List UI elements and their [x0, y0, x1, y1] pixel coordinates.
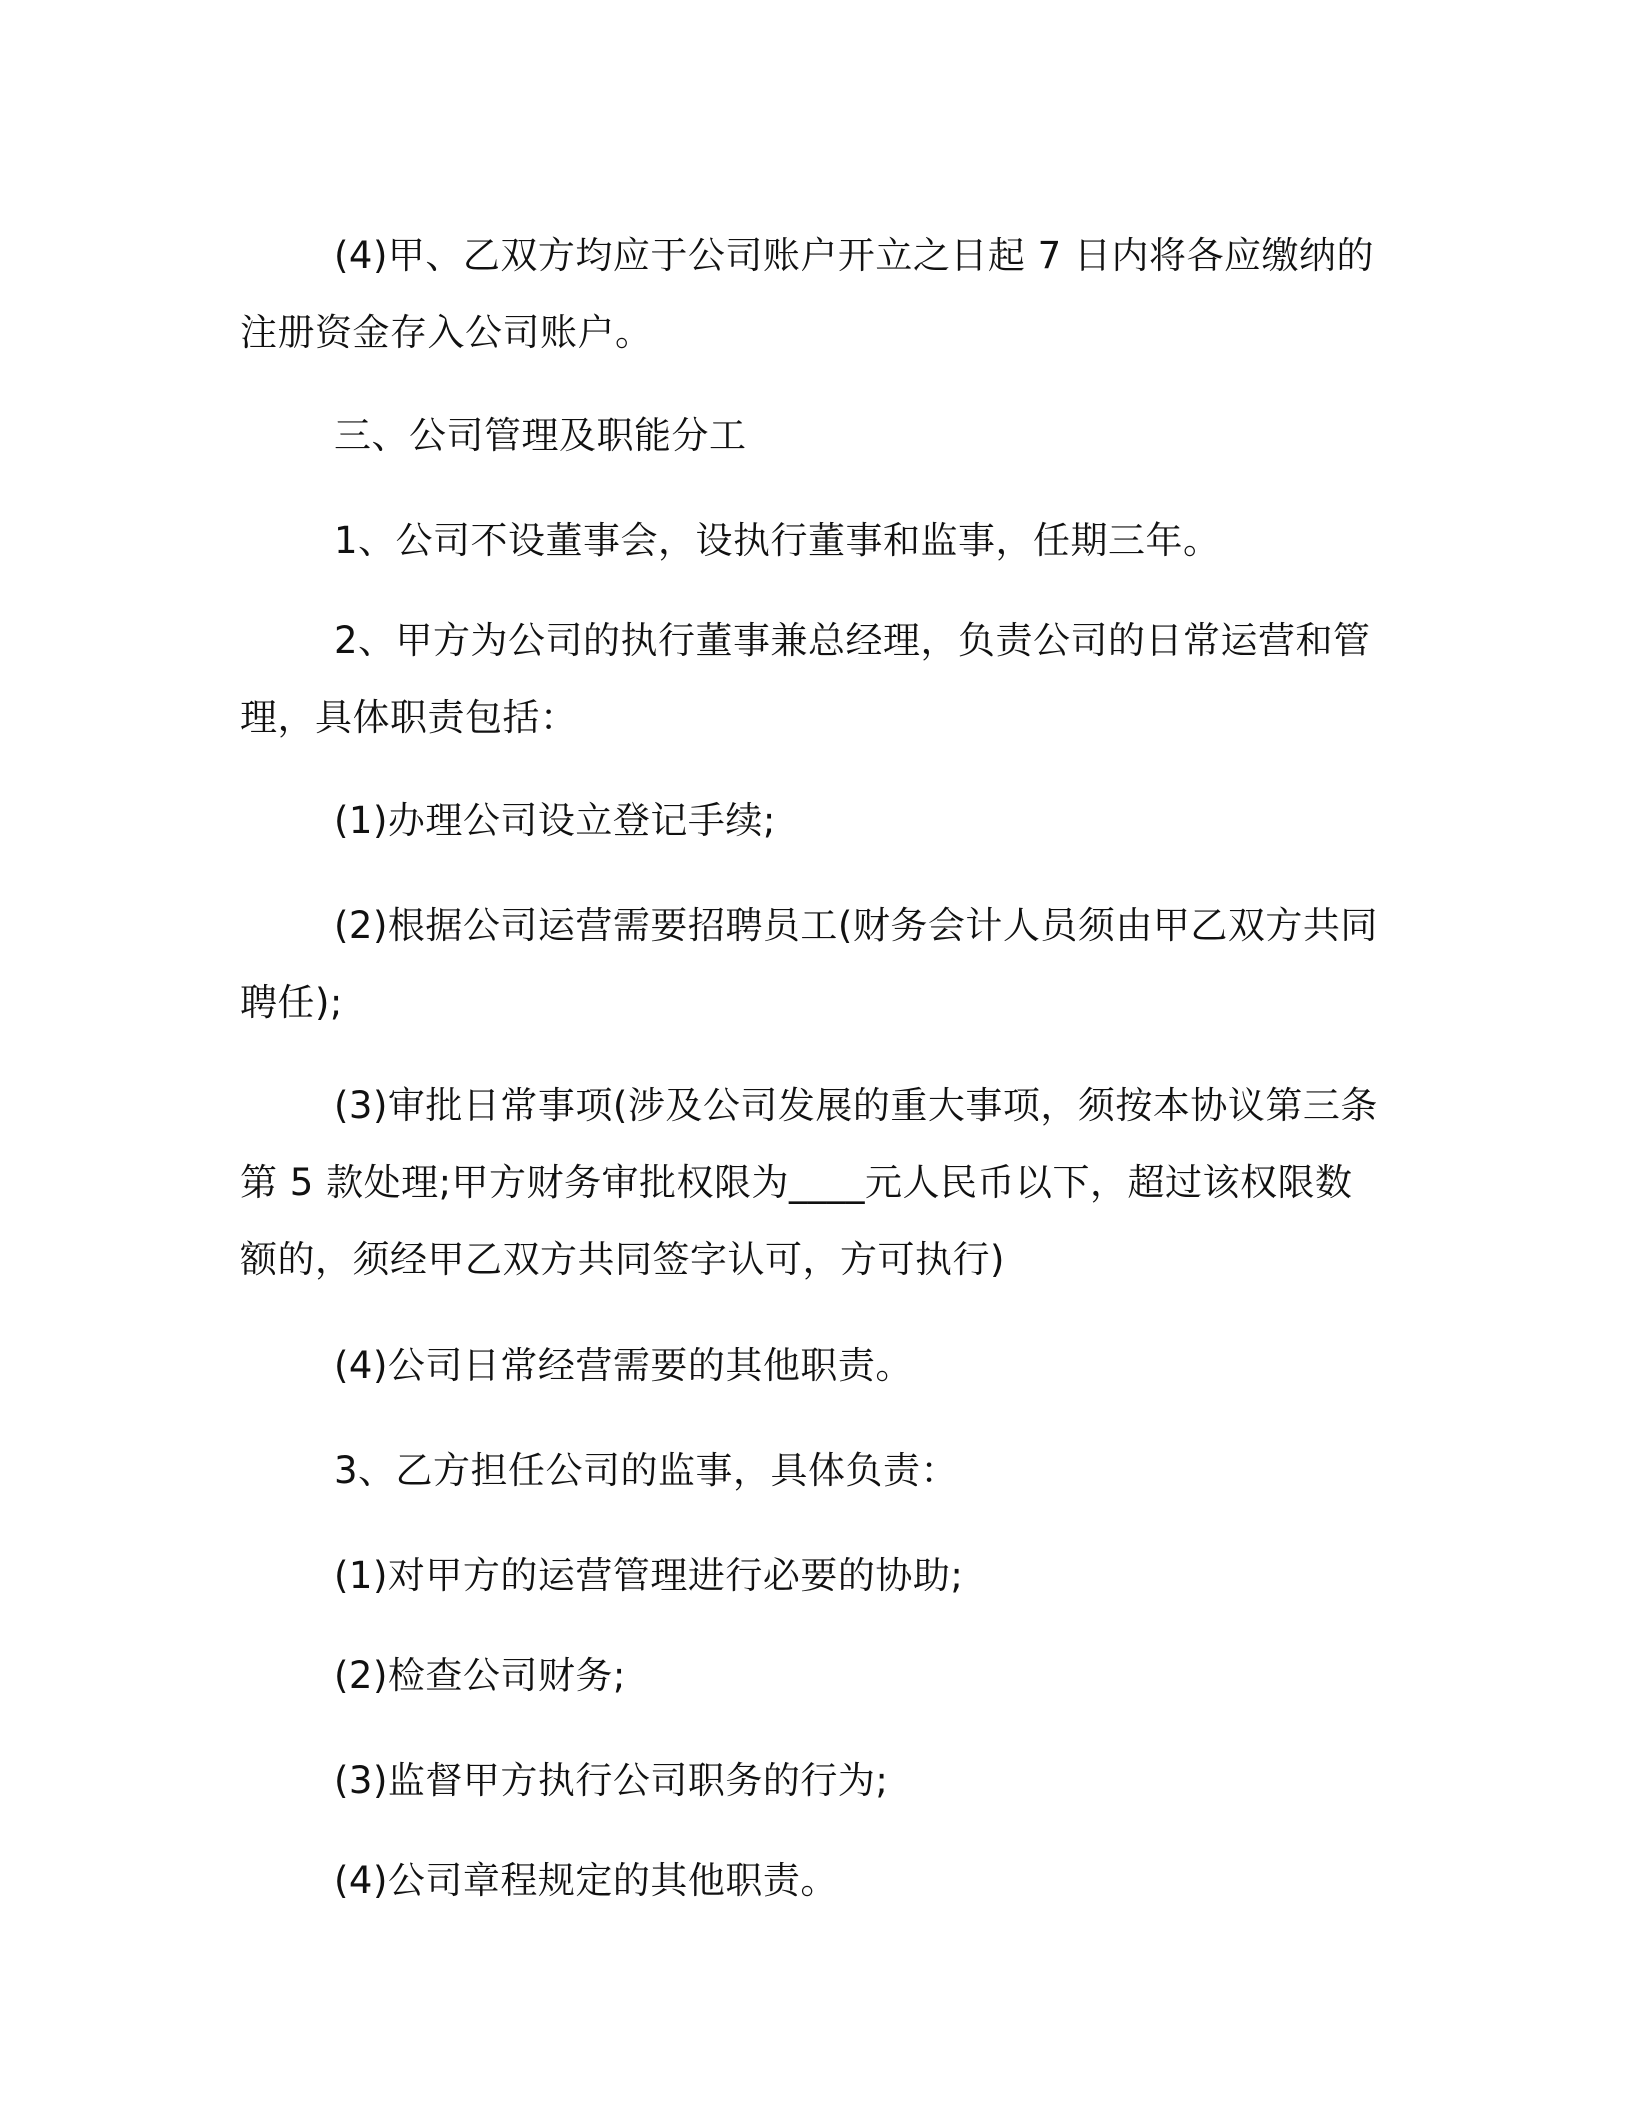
- list-item-approval: (3)审批日常事项(涉及公司发展的重大事项，须按本协议第三条第 5 款处理;甲方财务审批权限为____元人民币以下，超过该权限数额的，须经甲乙双方共同签字认可，方可执行): [240, 1084, 1378, 1281]
- list-item-audit-finance: (2)检查公司财务;: [334, 1654, 626, 1697]
- paragraph-board-structure: 1、公司不设董事会，设执行董事和监事，任期三年。: [334, 519, 1221, 562]
- list-item-registration: (1)办理公司设立登记手续;: [334, 799, 776, 842]
- paragraph-capital-deposit: (4)甲、乙双方均应于公司账户开立之日起 7 日内将各应缴纳的注册资金存入公司账户。: [240, 234, 1374, 354]
- list-item-hiring: (2)根据公司运营需要招聘员工(财务会计人员须由甲乙双方共同聘任);: [240, 904, 1378, 1024]
- list-item-other-duties-b: (4)公司章程规定的其他职责。: [334, 1859, 838, 1902]
- list-item-supervise: (3)监督甲方执行公司职务的行为;: [334, 1759, 889, 1802]
- list-item-assist: (1)对甲方的运营管理进行必要的协助;: [334, 1554, 964, 1597]
- list-item-other-duties-a: (4)公司日常经营需要的其他职责。: [334, 1344, 913, 1387]
- section-heading-management: 三、公司管理及职能分工: [334, 414, 747, 457]
- paragraph-party-b-role: 3、乙方担任公司的监事，具体负责：: [334, 1449, 959, 1492]
- paragraph-party-a-role: 2、甲方为公司的执行董事兼总经理，负责公司的日常运营和管理，具体职责包括：: [240, 619, 1371, 739]
